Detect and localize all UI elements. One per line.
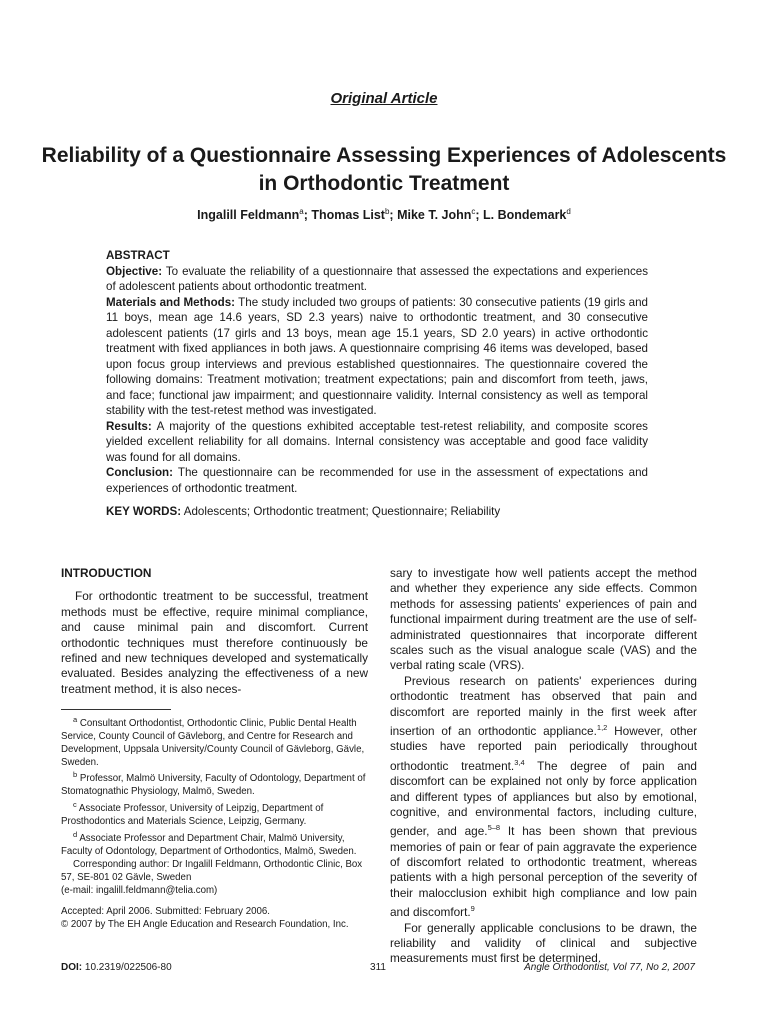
article-title: Reliability of a Questionnaire Assessing Experiences of Adolescents in Orthodontic Treatment bbox=[41, 144, 727, 195]
correspondence: Corresponding author: Dr Ingalill Feldmann, Orthodontic Clinic, Box 57, SE-801 02 Gävle, Sweden bbox=[61, 858, 363, 883]
results-text: A majority of the questions exhibited acceptable test-retest reliability, and composite scores yielded excellent reliability for all domains. Internal consistency was acceptable and good face validity was found for all domains. bbox=[106, 419, 648, 464]
abstract-results bbox=[106, 419, 648, 466]
author-affiliation-mark: a bbox=[299, 207, 304, 216]
doi: DOI: 10.2319/022506-80 bbox=[61, 962, 172, 973]
correspondence-email: (e-mail: ingalill.feldmann@telia.com) bbox=[61, 884, 218, 896]
page-number: 311 bbox=[370, 962, 386, 973]
citation: 5–8 bbox=[487, 823, 501, 833]
footnote-c: $^c$ Associate Professor, University of Leipzig, Department of Prosthodontics and Materials Science, Leipzig, Germany. bbox=[61, 800, 324, 828]
author-name: Mike T. John bbox=[397, 208, 472, 223]
keywords-text: Adolescents; Orthodontic treatment; Questionnaire; Reliability bbox=[183, 505, 501, 518]
left-column bbox=[61, 566, 368, 697]
citation: 9 bbox=[470, 904, 475, 914]
introduction-heading: INTRODUCTION bbox=[61, 566, 152, 580]
results-label: Results: bbox=[106, 419, 152, 433]
citation: 1,2 bbox=[596, 723, 608, 733]
methods-label: Materials and Methods: bbox=[106, 295, 236, 309]
author-list: Ingalill Feldmann$^a$; Thomas List$^b$; Mike T. John$^c$; L. Bondemark$^d$ bbox=[197, 207, 571, 223]
conclusion-text: The questionnaire can be recommended for use in the assessment of expectations and experiences of orthodontic treatment. bbox=[106, 466, 648, 495]
author-affiliation-mark: b bbox=[384, 207, 390, 216]
author-name: Ingalill Feldmann bbox=[197, 208, 300, 223]
right-column bbox=[390, 566, 697, 967]
introduction-paragraph-3: For generally applicable conclusions to be drawn, the reliability and validity of clinical and subjective measurements must first be determined. bbox=[390, 920, 697, 966]
keywords bbox=[106, 504, 648, 520]
section-label: Original Article bbox=[330, 90, 438, 107]
abstract-conclusion bbox=[106, 465, 648, 496]
author-name: Thomas List bbox=[311, 208, 385, 223]
abstract-objective bbox=[106, 264, 648, 295]
abstract bbox=[106, 248, 648, 520]
copyright-notice: © 2007 by The EH Angle Education and Research Foundation, Inc. bbox=[61, 919, 349, 931]
objective-label: Objective: bbox=[106, 264, 163, 278]
author-affiliation-mark: d bbox=[566, 207, 571, 216]
abstract-methods bbox=[106, 295, 648, 419]
introduction-paragraph-1-start: For orthodontic treatment to be successful, treatment methods must be effective, require minimal compliance, and cause minimal pain and discomfort. Current orthodontic techniques must therefore continuously be refined and new techniques developed and systematically evaluated. Besides analyzing the effectiveness of a new treatment method, it is also neces- bbox=[61, 589, 368, 696]
introduction-paragraph-1-end: sary to investigate how well patients accept the method and whether they experience any side effects. Common methods for assessing patients' experiences of pain and functional impairment during treatment are the use of self-administrated questionnaires that incorporate different scales such as the visual analogue scale (VAS) and the verbal rating scale (VRS). bbox=[390, 566, 697, 673]
conclusion-label: Conclusion: bbox=[106, 466, 173, 479]
footnote-divider bbox=[61, 709, 171, 710]
footnotes bbox=[61, 714, 368, 932]
citation: 3,4 bbox=[514, 757, 525, 767]
footnote-b: $^b$ Professor, Malmö University, Faculty of Odontology, Department of Stomatognathic Physiology, Malmö, Sweden. bbox=[61, 770, 366, 798]
abstract-heading: ABSTRACT bbox=[106, 249, 170, 262]
introduction-paragraph-2: Previous research on patients' experiences during orthodontic treatment has observed that pain and discomfort are reported mainly in the first week after insertion of an orthodontic appliance.$^{1,2}$ However, other studies have reported pain periodically throughout orthodontic treatment.$^{3,4}$ The degree of pain and discomfort can be explained not only by force application and different types of appliances but also by emotional, cognitive, and environmental factors, including culture, gender, and age.$^{5-8}$ It has been shown that previous memories of pain or fear of pain aggravate the experience of discomfort related to orthodontic treatment, whereas patients with a high personal perception of the severity of their malocclusion exhibit high compliance and low pain and discomfort.$^9$ bbox=[390, 673, 698, 920]
footnote-d: $^d$ Associate Professor and Department Chair, Malmö University, Faculty of Odontology, Department of Orthodontics, Malmö, Sweden. bbox=[61, 830, 357, 858]
author-affiliation-mark: c bbox=[471, 207, 476, 216]
methods-text: The study included two groups of patients: 30 consecutive patients (19 girls and 11 boys, mean age 14.6 years, SD 2.3 years) naive to orthodontic treatment, and 30 consecutive adolescent patients (17 girls and 13 boys, mean age 15.1 years, SD 2.0 years) in active orthodontic treatment with fixed appliances in both jaws. A questionnaire comprising 46 items was developed, based upon focus group interviews and previous established questionnaires. The questionnaire covered the following domains: Treatment motivation; treatment expectations; pain and discomfort from teeth, jaws, and face; functional jaw impairment; and questionnaire validity. Internal consistency as well as temporal stability with the test-retest method was investigated. bbox=[106, 295, 648, 417]
submission-dates: Accepted: April 2006. Submitted: February 2006. bbox=[61, 906, 270, 918]
keywords-label: KEY WORDS: bbox=[106, 505, 182, 518]
objective-text: To evaluate the reliability of a questionnaire that assessed the expectations and experiences of adolescent patients about orthodontic treatment. bbox=[106, 264, 648, 293]
author-name: L. Bondemark bbox=[483, 208, 567, 223]
page-footer bbox=[61, 962, 695, 976]
journal-citation: Angle Orthodontist, Vol 77, No 2, 2007 bbox=[524, 962, 695, 973]
footnote-a: $^a$ Consultant Orthodontist, Orthodontic Clinic, Public Dental Health Service, County Council of Gävleborg, and Centre for Research and Development, Uppsala University/County Council of Gävleborg, Gävle, Sweden. bbox=[61, 715, 365, 768]
